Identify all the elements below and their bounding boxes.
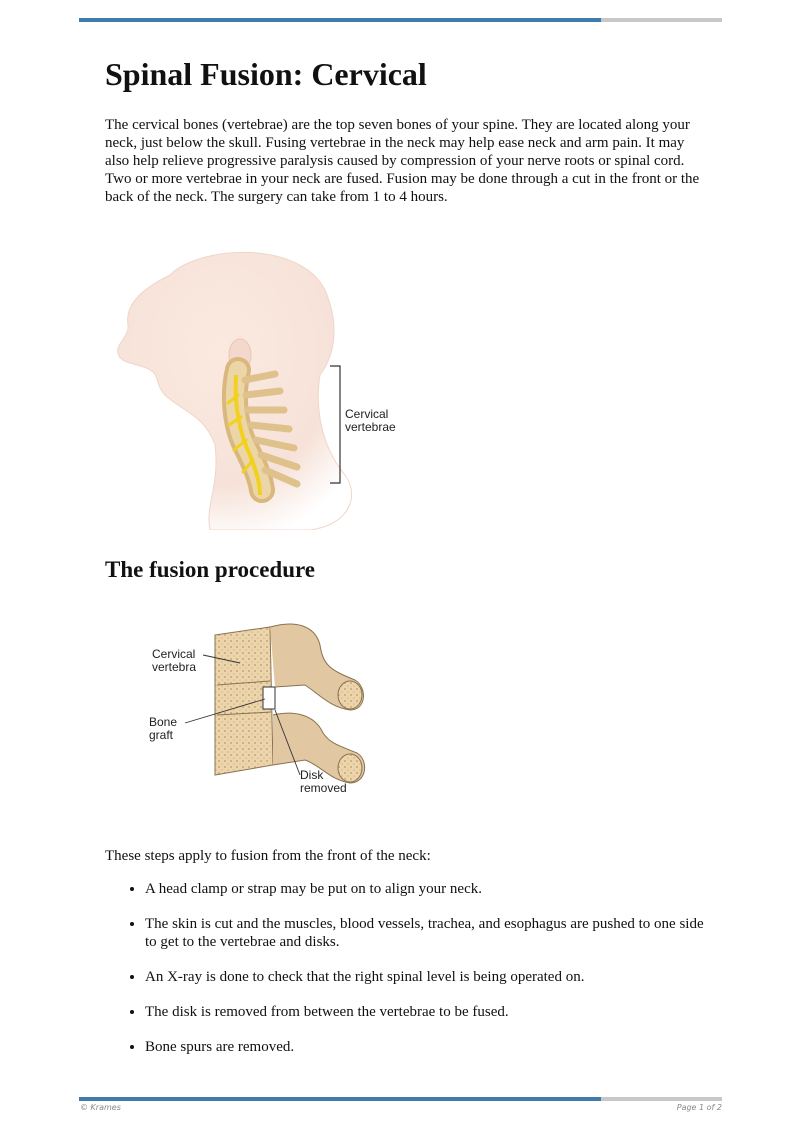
fusion-illustration (145, 615, 385, 800)
figure1-label: Cervical vertebrae (345, 407, 396, 434)
figure2-label-graft: Bone graft (149, 715, 178, 742)
list-item: • The skin is cut and the muscles, blood vessels, trachea, and esophagus are pushed to one side to get to the vertebrae and disks. (145, 915, 705, 951)
intro-paragraph: The cervical bones (vertebrae) are the top seven bones of your spine. They are located along your neck, just below the skull. Fusing vertebrae in the neck may help ease neck and arm pain. It may also help relieve progressive paralysis caused by compression of your nerve roots or spinal cord. Two or more vertebrae in your neck are fused. Fusion may be done through a cut in the front or the back of the neck. The surgery can take from 1 to 4 hours. (105, 117, 700, 205)
fusion-illustration-svg (145, 615, 385, 800)
list-item: • A head clamp or strap may be put on to align your neck. (145, 880, 705, 898)
neck-illustration-svg (110, 245, 410, 530)
steps-intro: These steps apply to fusion from the front of the neck: (105, 848, 431, 864)
footer-page-number: Page 1 of 2 (676, 1103, 722, 1112)
steps-list (105, 880, 705, 1073)
footer-copyright: © Krames (80, 1103, 121, 1112)
figure2-label-vertebra: Cervical vertebra (152, 647, 197, 674)
neck-illustration (110, 245, 410, 530)
list-item: • Bone spurs are removed. (145, 1038, 705, 1056)
list-item: • The disk is removed from between the vertebrae to be fused. (145, 1003, 705, 1021)
header-rule (79, 18, 722, 22)
figure2-label-disk: Disk removed (300, 768, 347, 795)
footer-rule (79, 1097, 722, 1101)
section-heading: The fusion procedure (105, 557, 316, 582)
page-title: Spinal Fusion: Cervical (105, 56, 427, 92)
list-item: • An X-ray is done to check that the right spinal level is being operated on. (145, 968, 705, 986)
